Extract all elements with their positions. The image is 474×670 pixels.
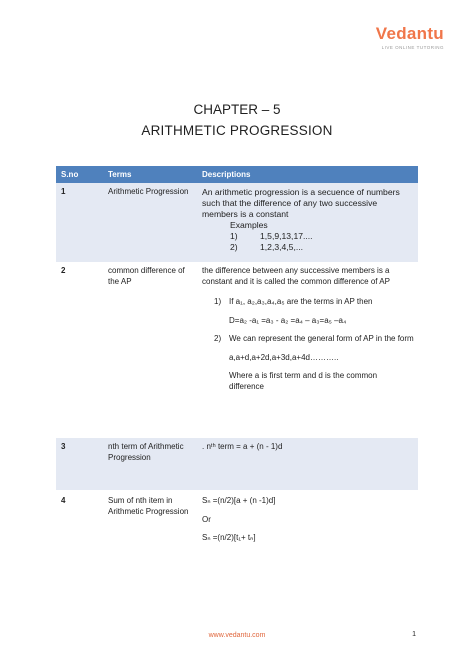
footer-url[interactable]: www.vedantu.com [208,632,266,639]
row-term: common difference of the AP [108,266,185,286]
list-item [202,297,414,308]
page-number: 1 [412,631,416,638]
row-sno: 4 [61,496,66,505]
table-row [56,183,418,262]
table-row [56,490,418,568]
example-value: 1,5,9,13,17.... [260,231,313,241]
example-item [230,242,414,253]
difference-formula: D=a₂ -a₁ =a₃ - a₂ =a₄ – a₃=a₅ –a₄ [229,315,347,325]
sum-formula: Sₙ =(n/2)[a + (n -1)d] [202,496,276,505]
description-text: An arithmetic progression is a secuence of numbers such that the difference of any two successive members is a constant [202,187,400,219]
logo-wordmark: Vedantu [375,24,444,43]
item-number: 2) [214,334,222,343]
example-item [230,231,414,242]
table-row [56,438,418,490]
row-sno: 2 [61,266,66,275]
description-text: the difference between any successive members is a constant and it is called the common difference of AP [202,266,390,286]
row-sno: 3 [61,442,66,451]
example-value: 1,2,3,4,5,... [260,242,303,252]
item-number: 1) [214,297,222,306]
row-description [197,496,418,568]
examples-label: Examples [230,220,268,230]
subject-heading: ARITHMETIC PROGRESSION [141,123,333,138]
item-text: If a₁, a₂,a₃,a₄,a₅ are the terms in AP then [229,297,373,306]
header-descriptions: Descriptions [202,170,251,179]
row-sno: 1 [61,187,66,196]
terms-table [56,166,418,568]
chapter-heading: CHAPTER – 5 [193,102,281,117]
table-header [56,166,418,183]
general-form: a,a+d,a+2d,a+3d,a+4d……….. [229,352,339,362]
examples-block [202,220,414,253]
logo-tagline: LIVE ONLINE TUTORING [381,45,444,50]
row-description [197,187,418,262]
sum-formula-alt: Sₙ =(n/2)[t₁+ tₙ] [202,533,256,542]
table-row [56,262,418,438]
list-item [202,334,414,345]
row-description: . nᵗʰ term = a + (n - 1)d [202,442,283,451]
item-text: We can represent the general form of AP in the form [229,334,414,343]
row-description [197,266,418,438]
row-term: Arithmetic Progression [108,187,189,196]
or-text: Or [202,514,211,524]
general-form-note: Where a is first term and d is the common difference [229,371,378,391]
header-sno: S.no [61,170,79,179]
row-term: Sum of nth item in Arithmetic Progression [108,496,189,516]
header-terms: Terms [108,170,132,179]
vedantu-logo [364,24,444,50]
example-number: 1) [230,231,238,241]
example-number: 2) [230,242,238,252]
row-term: nth term of Arithmetic Progression [108,442,184,462]
